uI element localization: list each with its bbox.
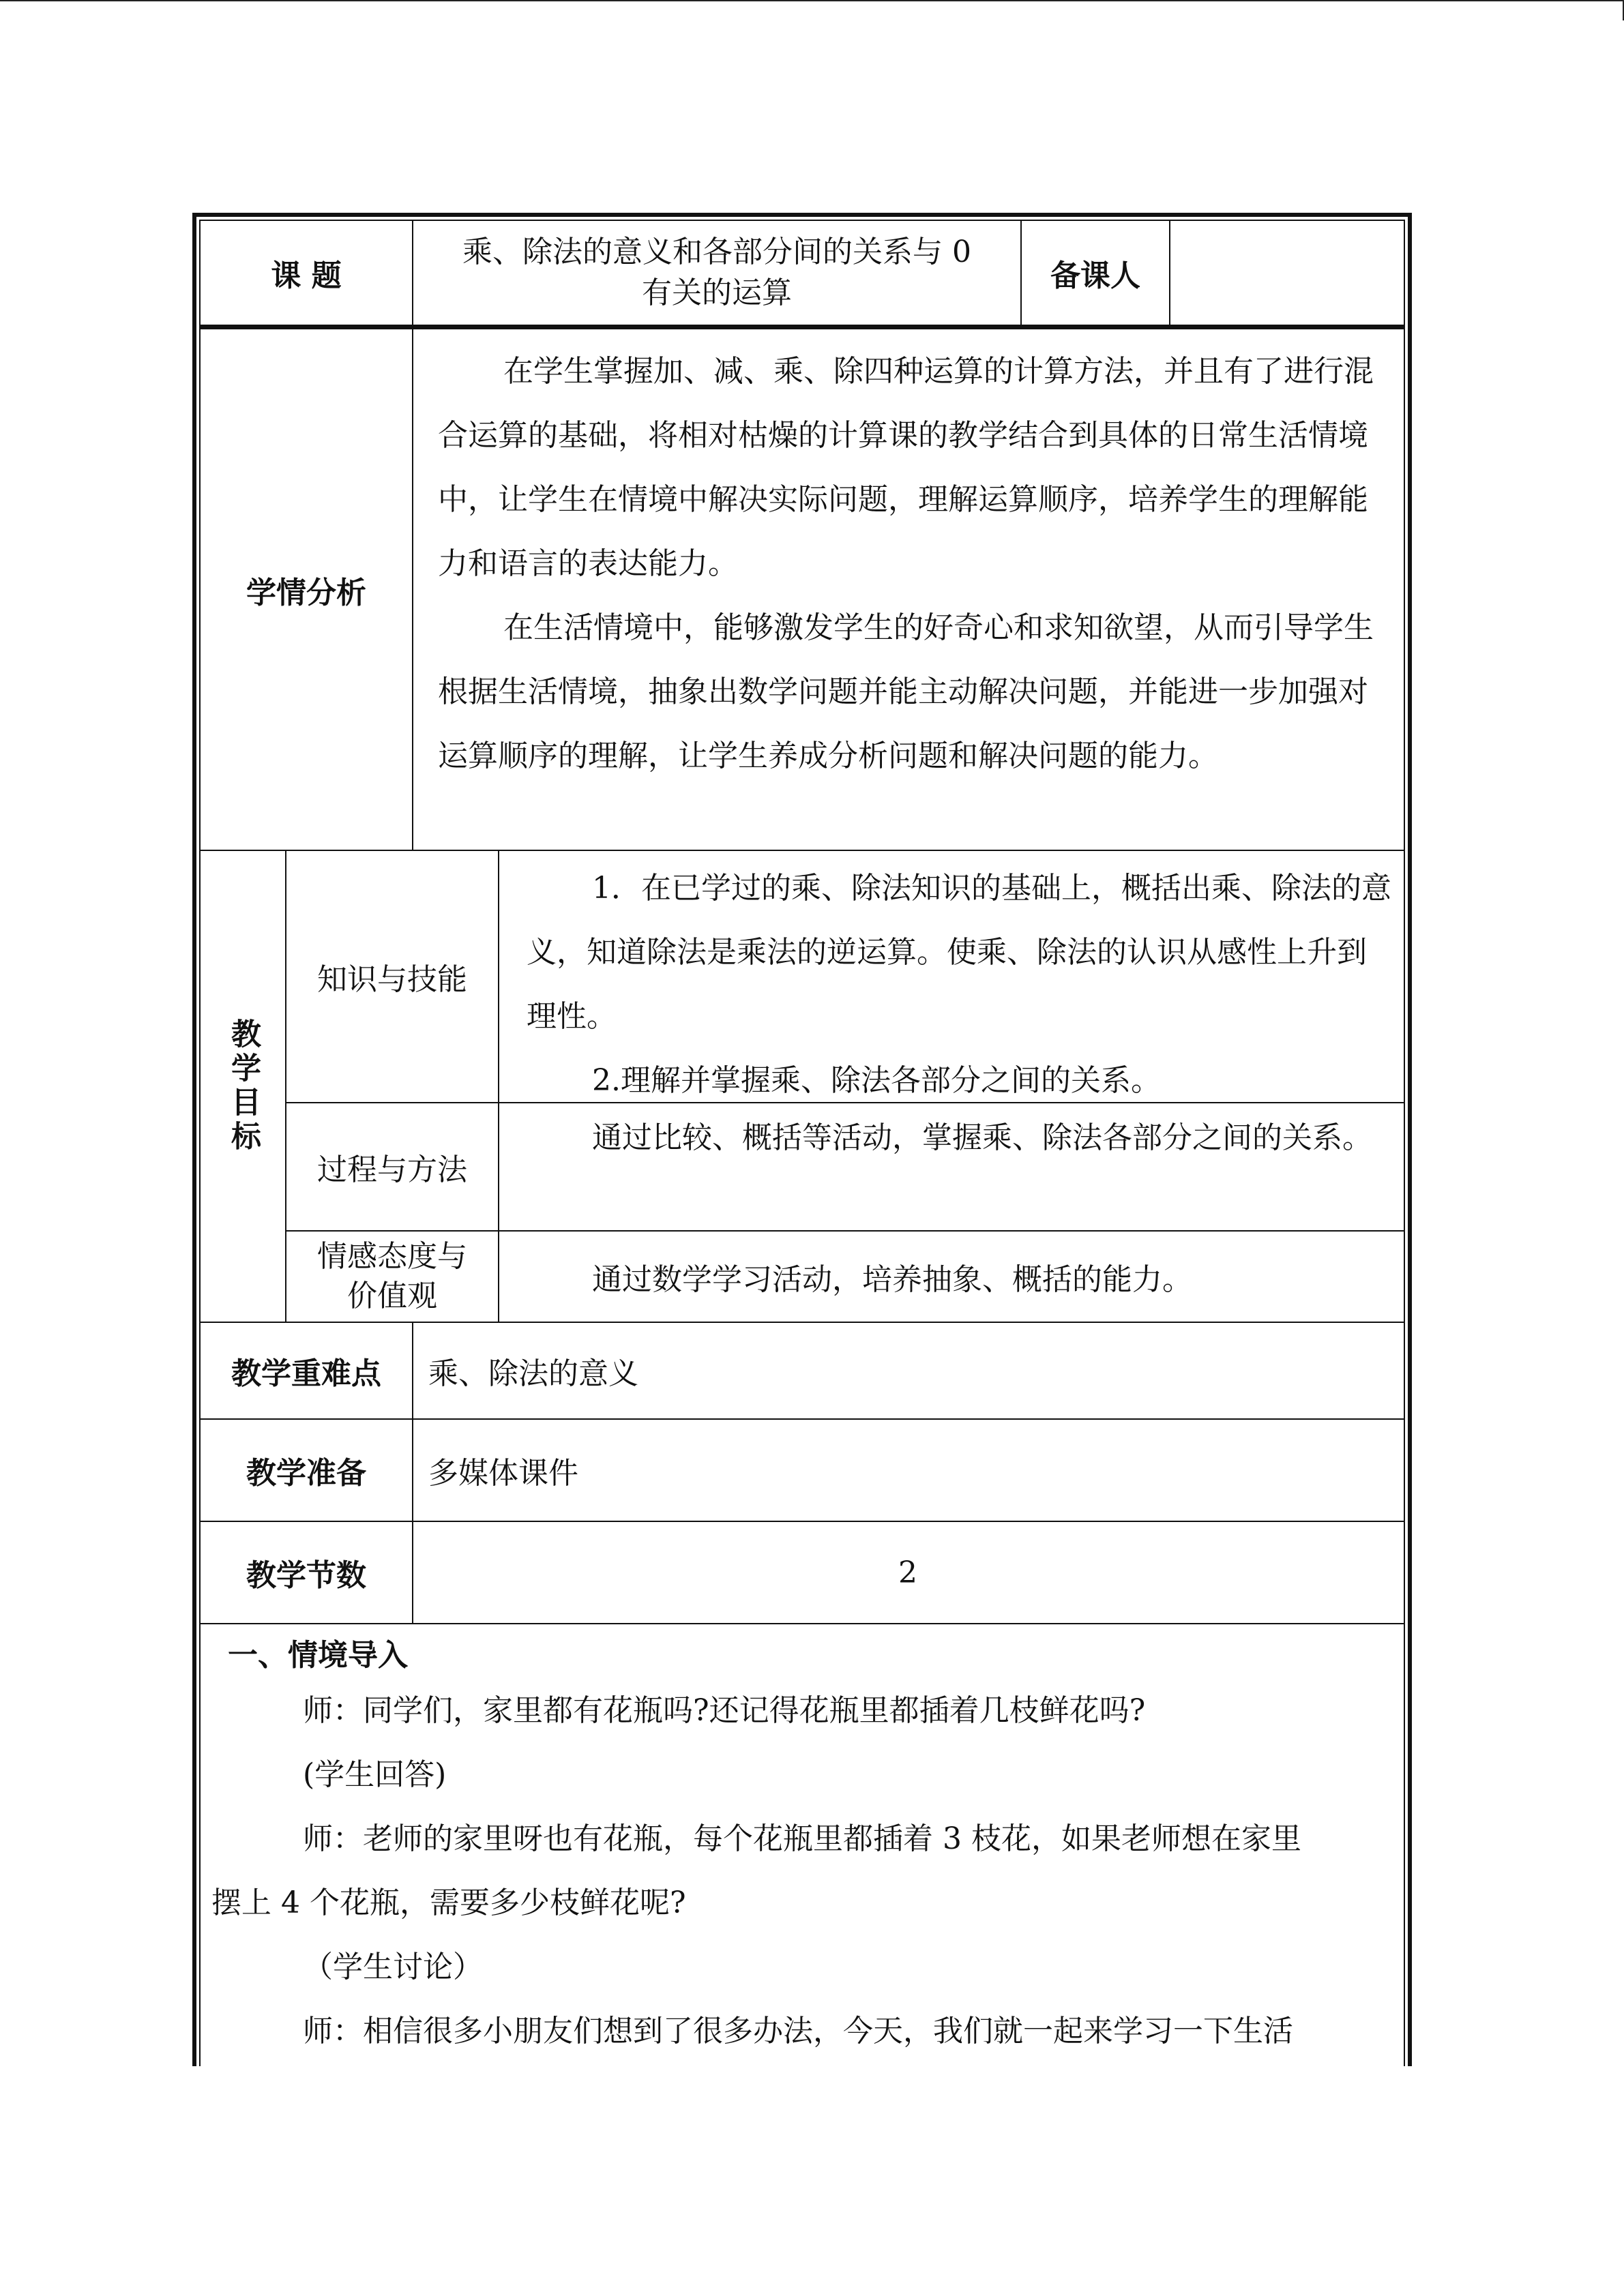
analysis-label: 学情分析 <box>246 575 366 610</box>
knowledge-item-1: 1．在已学过的乘、除法知识的基础上，概括出乘、除法的意义，知道除法是乘法的逆运算。使乘、除法的认识从感性上升到理性。 <box>527 871 1391 1034</box>
row-separator <box>201 1623 1404 1624</box>
emotion-label <box>286 1232 498 1322</box>
body-line: 摆上 4 个花瓶，需要多少枝鲜花呢? <box>211 1885 686 1920</box>
process-label: 过程与方法 <box>317 1152 467 1187</box>
process-text <box>527 1106 1394 1170</box>
emotion-text <box>527 1232 1394 1322</box>
body-line: 师：同学们，家里都有花瓶吗?还记得花瓶里都插着几枝鲜花吗? <box>303 1693 1146 1728</box>
body-text <box>201 1679 1387 2063</box>
process-paragraph: 通过比较、概括等活动，掌握乘、除法各部分之间的关系。 <box>592 1120 1372 1155</box>
emotion-paragraph: 通过数学学习活动，培养抽象、概括的能力。 <box>592 1262 1192 1297</box>
periods-value: 2 <box>898 1555 917 1590</box>
divider <box>412 1420 413 1521</box>
knowledge-item-2: 2.理解并掌握乘、除法各部分之间的关系。 <box>592 1063 1161 1098</box>
body-line: 师：老师的家里呀也有花瓶，每个花瓶里都插着 3 枝花，如果老师想在家里 <box>303 1821 1301 1856</box>
page-top-border <box>0 0 1624 1</box>
preparer-value <box>1170 221 1402 325</box>
topic-value-line2: 有关的运算 <box>642 275 792 310</box>
analysis-text <box>438 340 1393 788</box>
topic-value <box>413 221 1020 325</box>
preparer-label: 备课人 <box>1050 258 1140 293</box>
goals-label: 教学目标 <box>226 1018 261 1154</box>
key-points-label: 教学重难点 <box>231 1356 381 1391</box>
emotion-label-line2: 价值观 <box>347 1279 437 1313</box>
topic-label: 课 题 <box>271 258 342 293</box>
emotion-label-line1: 情感态度与 <box>317 1239 467 1274</box>
topic-value-line1: 乘、除法的意义和各部分间的关系与 0 <box>462 235 971 269</box>
periods-label: 教学节数 <box>246 1558 366 1593</box>
preparation-label: 教学准备 <box>246 1456 366 1491</box>
analysis-paragraph-1: 在学生掌握加、减、乘、除四种运算的计算方法，并且有了进行混合运算的基础，将相对枯燥的计算课的教学结合到具体的日常生活情境中，让学生在情境中解决实际问题，理解运算顺序，培养学生的理解能力和语言的表达能力。 <box>438 354 1374 581</box>
section-title: 一、情境导入 <box>228 1638 408 1673</box>
body-line: （学生讨论） <box>303 1950 483 1984</box>
analysis-paragraph-2: 在生活情境中，能够激发学生的好奇心和求知欲望，从而引导学生根据生活情境，抽象出数学问题并能主动解决问题，并能进一步加强对运算顺序的理解，让学生养成分析问题和解决问题的能力。 <box>438 610 1374 773</box>
knowledge-label: 知识与技能 <box>317 962 467 997</box>
body-line: 师：相信很多小朋友们想到了很多办法，今天，我们就一起来学习一下生活 <box>303 2014 1293 2048</box>
divider <box>412 329 413 850</box>
knowledge-text <box>527 856 1394 1113</box>
divider <box>412 1323 413 1418</box>
key-points-value: 乘、除法的意义 <box>428 1356 638 1391</box>
body-line: (学生回答) <box>303 1757 447 1792</box>
header-separator <box>201 325 1404 329</box>
lesson-plan-table <box>192 213 1412 2066</box>
lesson-plan-table-inner <box>199 220 1405 2066</box>
divider <box>498 851 499 1322</box>
preparation-value: 多媒体课件 <box>428 1456 578 1491</box>
